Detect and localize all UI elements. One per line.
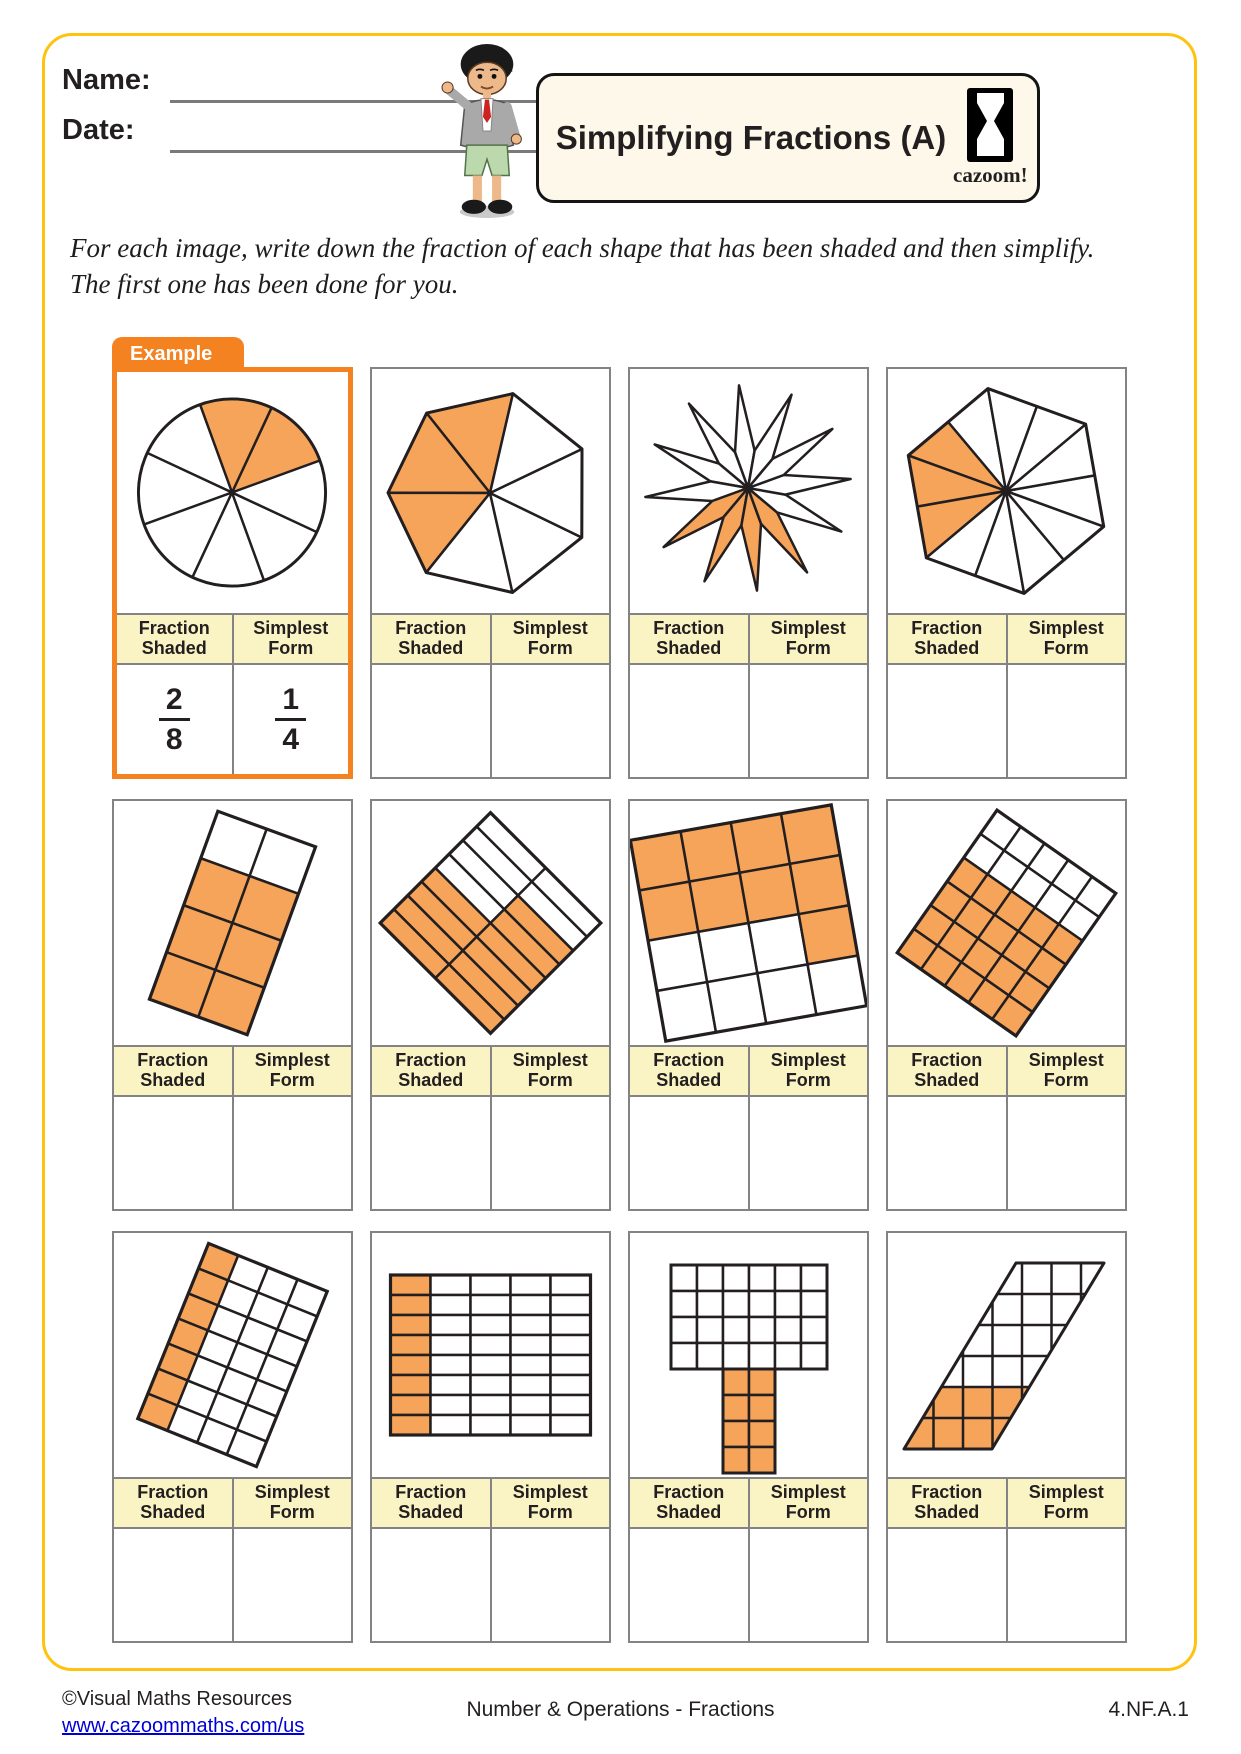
answer-row bbox=[630, 1529, 867, 1641]
fraction-shaded-header: Fraction Shaded bbox=[372, 1479, 492, 1527]
answer-table-header bbox=[888, 1477, 1125, 1529]
grid-shape-image bbox=[372, 801, 609, 1045]
simplest-form-header: Simplest Form bbox=[253, 618, 329, 658]
grid-figure bbox=[372, 801, 609, 1045]
example-tab: Example bbox=[112, 337, 244, 372]
simplest-form-header: Simplest Form bbox=[512, 1050, 588, 1090]
answer-table-header bbox=[114, 1477, 351, 1529]
simplest-form-header: Simplest Form bbox=[770, 1482, 846, 1522]
simplest-form-answer-box bbox=[492, 1529, 610, 1641]
answer-table-header bbox=[117, 613, 348, 665]
simplest-form-header: Simplest Form bbox=[770, 1050, 846, 1090]
cazoom-logo-icon bbox=[967, 88, 1013, 162]
simplest-form-header: Simplest Form bbox=[512, 1482, 588, 1522]
date-label: Date: bbox=[62, 114, 135, 146]
worksheet-cell-3 bbox=[628, 367, 869, 779]
fraction-shaded-answer-box bbox=[372, 1529, 492, 1641]
simplest-form-answer-box bbox=[1008, 665, 1126, 777]
simplest-form-answer-box bbox=[1008, 1529, 1126, 1641]
hex12-figure bbox=[888, 369, 1125, 613]
fraction-shaded-header: Fraction Shaded bbox=[888, 1047, 1008, 1095]
simplest-form-header: Simplest Form bbox=[1028, 618, 1104, 658]
star-shape-image bbox=[630, 369, 867, 613]
polyfan-shape-image bbox=[372, 369, 609, 613]
fraction-shaded-header: Fraction Shaded bbox=[372, 1047, 492, 1095]
worksheet-cell-4 bbox=[886, 367, 1127, 779]
copyright-text: ©Visual Maths Resources bbox=[62, 1688, 293, 1710]
answer-table-header bbox=[630, 613, 867, 665]
skewgrid-shape-image bbox=[888, 1233, 1125, 1477]
answer-table-header bbox=[630, 1477, 867, 1529]
worksheet-cell-8 bbox=[886, 799, 1127, 1211]
simplest-form-answer-box bbox=[492, 1097, 610, 1209]
fraction-shaded-answer-box bbox=[117, 665, 234, 774]
grid-figure bbox=[630, 801, 867, 1045]
fraction-shaded-answer-box bbox=[630, 1097, 750, 1209]
fraction-shaded-answer-box bbox=[630, 665, 750, 777]
simplest-form-header: Simplest Form bbox=[512, 618, 588, 658]
name-label: Name: bbox=[62, 64, 151, 96]
simplest-form-answer-box bbox=[234, 1529, 352, 1641]
fraction-shaded-answer-box bbox=[372, 665, 492, 777]
title-box bbox=[536, 73, 1040, 203]
hex12-shape-image bbox=[888, 369, 1125, 613]
answer-row bbox=[114, 1529, 351, 1641]
fraction-shaded-fraction-value: $\frac{2}{8}$ bbox=[159, 684, 190, 756]
answer-row bbox=[888, 1097, 1125, 1209]
circle-figure bbox=[117, 372, 348, 613]
fraction-shaded-answer-box bbox=[888, 1097, 1008, 1209]
cazoom-logo-text: cazoom! bbox=[953, 163, 1028, 187]
footer-topic: Number & Operations - Fractions bbox=[466, 1698, 775, 1721]
simplest-form-answer-box bbox=[1008, 1097, 1126, 1209]
fraction-shaded-answer-box bbox=[888, 1529, 1008, 1641]
answer-row bbox=[630, 1097, 867, 1209]
instructions bbox=[70, 230, 1094, 302]
grid-figure bbox=[114, 801, 351, 1045]
worksheet-cell-1 bbox=[112, 343, 353, 779]
worksheet-cell-7 bbox=[628, 799, 869, 1211]
website-link[interactable]: www.cazoommaths.com/us bbox=[62, 1715, 305, 1737]
answer-table-header bbox=[630, 1045, 867, 1097]
standard-code: 4.NF.A.1 bbox=[1108, 1698, 1189, 1721]
answer-row bbox=[372, 1529, 609, 1641]
fraction-shaded-header: Fraction Shaded bbox=[117, 615, 234, 663]
fraction-shaded-header: Fraction Shaded bbox=[372, 615, 492, 663]
answer-row bbox=[114, 1097, 351, 1209]
polyfan-figure bbox=[372, 369, 609, 613]
grid-shape-image bbox=[888, 801, 1125, 1045]
grid-shape-image bbox=[630, 801, 867, 1045]
simplest-form-answer-box bbox=[234, 665, 349, 774]
grid-shape-image bbox=[114, 801, 351, 1045]
simplest-form-answer-box bbox=[492, 665, 610, 777]
fraction-shaded-header: Fraction Shaded bbox=[888, 1479, 1008, 1527]
answer-row bbox=[372, 665, 609, 777]
answer-table-header bbox=[372, 613, 609, 665]
answer-row bbox=[888, 665, 1125, 777]
answer-row bbox=[630, 665, 867, 777]
tshape-shape-image bbox=[630, 1233, 867, 1477]
fraction-shaded-answer-box bbox=[888, 665, 1008, 777]
grid-figure bbox=[888, 801, 1125, 1045]
worksheet-grid bbox=[112, 343, 1127, 1643]
page-title: Simplifying Fractions (A) bbox=[555, 119, 947, 156]
grid-shape-image bbox=[114, 1233, 351, 1477]
simplest-form-header: Simplest Form bbox=[1028, 1482, 1104, 1522]
worksheet-cell-12 bbox=[886, 1231, 1127, 1643]
simplest-form-header: Simplest Form bbox=[770, 618, 846, 658]
worksheet-cell-11 bbox=[628, 1231, 869, 1643]
answer-table-header bbox=[114, 1045, 351, 1097]
tshape-figure bbox=[630, 1233, 867, 1477]
fraction-shaded-answer-box bbox=[114, 1097, 234, 1209]
simplest-form-answer-box bbox=[750, 665, 868, 777]
simplest-form-answer-box bbox=[234, 1097, 352, 1209]
skewgrid-figure bbox=[888, 1233, 1125, 1477]
instructions-line1: For each image, write down the fraction of each shape that has been shaded and then simplify. bbox=[70, 233, 1095, 263]
boy-mascot-illustration bbox=[434, 42, 540, 220]
answer-table-header bbox=[888, 613, 1125, 665]
worksheet-cell-10 bbox=[370, 1231, 611, 1643]
worksheet-cell-5 bbox=[112, 799, 353, 1211]
simplest-form-header: Simplest Form bbox=[254, 1482, 330, 1522]
star-figure bbox=[630, 369, 867, 613]
answer-table-header bbox=[888, 1045, 1125, 1097]
fraction-shaded-header: Fraction Shaded bbox=[114, 1479, 234, 1527]
worksheet-cell-6 bbox=[370, 799, 611, 1211]
cazoom-logo bbox=[953, 88, 1037, 188]
grid-shape-image bbox=[372, 1233, 609, 1477]
fraction-shaded-answer-box bbox=[372, 1097, 492, 1209]
grid-figure bbox=[114, 1233, 351, 1477]
fraction-shaded-header: Fraction Shaded bbox=[114, 1047, 234, 1095]
simplest-form-header: Simplest Form bbox=[1028, 1050, 1104, 1090]
fraction-shaded-answer-box bbox=[630, 1529, 750, 1641]
answer-row bbox=[117, 665, 348, 774]
simplest-form-answer-box bbox=[750, 1097, 868, 1209]
simplest-form-answer-box bbox=[750, 1529, 868, 1641]
instructions-line2: The first one has been done for you. bbox=[70, 269, 459, 299]
fraction-shaded-header: Fraction Shaded bbox=[630, 1047, 750, 1095]
answer-row bbox=[372, 1097, 609, 1209]
answer-table-header bbox=[372, 1477, 609, 1529]
fraction-shaded-header: Fraction Shaded bbox=[630, 615, 750, 663]
fraction-shaded-header: Fraction Shaded bbox=[888, 615, 1008, 663]
worksheet-cell-9 bbox=[112, 1231, 353, 1643]
circle-shape-image bbox=[117, 372, 348, 613]
grid-figure bbox=[372, 1233, 609, 1477]
simplest-form-fraction-value: $\frac{1}{4}$ bbox=[275, 684, 306, 756]
answer-table-header bbox=[372, 1045, 609, 1097]
simplest-form-header: Simplest Form bbox=[254, 1050, 330, 1090]
fraction-shaded-header: Fraction Shaded bbox=[630, 1479, 750, 1527]
fraction-shaded-answer-box bbox=[114, 1529, 234, 1641]
worksheet-cell-2 bbox=[370, 367, 611, 779]
answer-row bbox=[888, 1529, 1125, 1641]
